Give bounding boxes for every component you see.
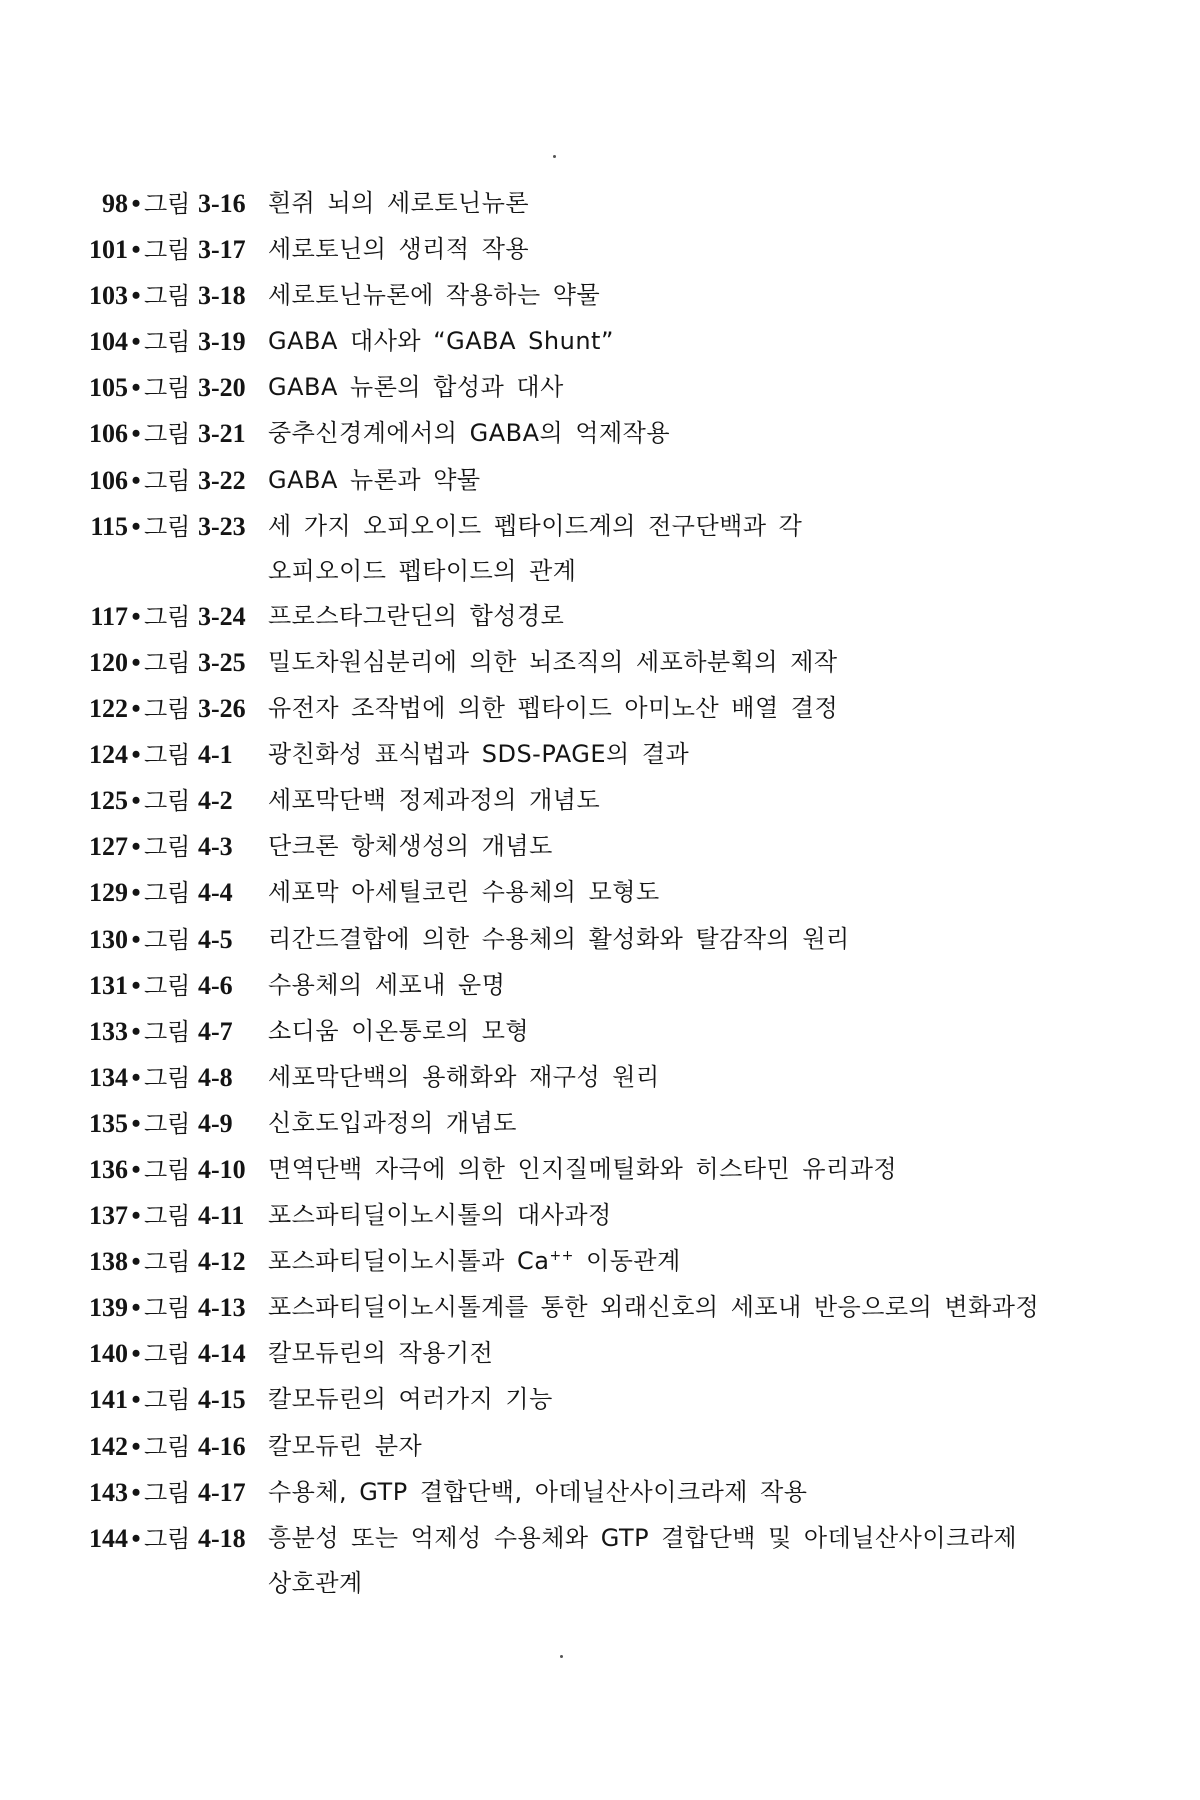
caption-text: 포스파티딜이노시톨의 대사과정 [268, 1201, 612, 1230]
list-item [82, 686, 1182, 732]
bullet-icon: • [131, 327, 141, 357]
figure-caption [268, 1470, 1182, 1515]
figure-caption [268, 411, 1182, 456]
figure-reference [82, 1516, 268, 1562]
bullet-icon: • [131, 1293, 141, 1323]
caption-text: 단크론 항체생성의 개념도 [268, 832, 553, 861]
page-number: 139 [89, 1293, 128, 1323]
figure-reference [82, 594, 268, 640]
bullet-icon: • [131, 832, 141, 862]
figure-caption [268, 1285, 1182, 1330]
caption-text: 유전자 조작법에 의한 펩타이드 아미노산 배열 결정 [268, 694, 839, 723]
page-number: 137 [89, 1201, 128, 1231]
caption-text: 세로토닌의 생리적 작용 [268, 235, 530, 264]
figure-number: 4-9 [198, 1108, 233, 1138]
figure-label: 그림 [144, 925, 191, 954]
figure-number: 3-22 [198, 465, 246, 495]
figure-caption [268, 504, 1182, 594]
bullet-icon: • [131, 1108, 141, 1138]
page-number: 115 [90, 511, 128, 541]
page-number: 133 [89, 1016, 128, 1046]
bullet-icon: • [131, 1154, 141, 1184]
bullet-icon: • [131, 1201, 141, 1231]
figure-caption [268, 1516, 1182, 1606]
caption-text-after: 이동관계 [573, 1247, 681, 1276]
caption-text: 프로스타그란딘의 합성경로 [268, 601, 565, 630]
caption-text: 소디움 이온통로의 모형 [268, 1016, 530, 1045]
figure-number: 3-18 [198, 281, 246, 311]
bullet-icon: • [131, 1247, 141, 1277]
list-item [82, 870, 1182, 916]
figure-caption [268, 1055, 1182, 1100]
figure-caption [268, 319, 1182, 364]
figure-reference [82, 504, 268, 550]
figure-label: 그림 [144, 1294, 191, 1323]
figure-number: 4-3 [198, 832, 233, 862]
figure-number: 4-13 [198, 1293, 246, 1323]
bullet-icon: • [131, 235, 141, 265]
list-item [82, 963, 1182, 1009]
list-item [82, 458, 1182, 504]
figure-number: 4-16 [198, 1431, 246, 1461]
caption-text: 세포막 아세틸코린 수용체의 모형도 [268, 878, 660, 907]
bullet-icon: • [131, 1339, 141, 1369]
figure-caption [268, 778, 1182, 823]
figure-reference [82, 1193, 268, 1239]
caption-text: 리간드결합에 의한 수용체의 활성화와 탈감작의 원리 [268, 924, 850, 953]
figure-number: 4-15 [198, 1385, 246, 1415]
scan-speck-top [553, 155, 556, 158]
list-item [82, 411, 1182, 457]
list-item [82, 732, 1182, 778]
figure-label: 그림 [144, 695, 191, 724]
figure-number: 4-11 [198, 1201, 245, 1231]
figure-number: 4-2 [198, 786, 233, 816]
bullet-icon: • [131, 511, 141, 541]
bullet-icon: • [131, 601, 141, 631]
figure-reference [82, 778, 268, 824]
caption-text: GABA 뉴론의 합성과 대사 [268, 373, 564, 402]
list-item [82, 778, 1182, 824]
figure-label: 그림 [144, 374, 191, 403]
caption-text: 포스파티딜이노시톨계를 통한 외래신호의 세포내 반응으로의 변화과정 [268, 1293, 1040, 1322]
bullet-icon: • [131, 647, 141, 677]
figure-caption [268, 1424, 1182, 1469]
figure-label: 그림 [144, 602, 191, 631]
caption-text: 칼모듀린의 여러가지 기능 [268, 1385, 553, 1414]
figure-reference [82, 1424, 268, 1470]
figure-caption [268, 1101, 1182, 1146]
caption-text: 수용체, GTP 결합단백, 아데닐산사이크라제 작용 [268, 1477, 808, 1506]
figure-number: 3-20 [198, 373, 246, 403]
caption-text: 흰쥐 뇌의 세로토닌뉴론 [268, 189, 530, 217]
page-number: 106 [89, 465, 128, 495]
list-item [82, 1516, 1182, 1606]
list-item [82, 640, 1182, 686]
figure-label: 그림 [144, 282, 191, 311]
figure-reference [82, 1055, 268, 1101]
figure-caption [268, 870, 1182, 915]
list-item [82, 319, 1182, 365]
page-number: 129 [89, 878, 128, 908]
figure-reference [82, 1377, 268, 1423]
figure-reference [82, 1470, 268, 1516]
list-item [82, 1101, 1182, 1147]
bullet-icon: • [131, 419, 141, 449]
figure-number: 4-12 [198, 1247, 246, 1277]
page-number: 106 [89, 419, 128, 449]
figure-label: 그림 [144, 833, 191, 862]
figure-number: 3-19 [198, 327, 246, 357]
bullet-icon: • [131, 694, 141, 724]
figure-number: 4-1 [198, 740, 233, 770]
figure-reference [82, 1009, 268, 1055]
figure-reference [82, 411, 268, 457]
bullet-icon: • [131, 1016, 141, 1046]
page-number: 105 [89, 373, 128, 403]
page-number: 140 [89, 1339, 128, 1369]
page-number: 98 [102, 189, 128, 218]
page-number: 125 [89, 786, 128, 816]
caption-text: 광친화성 표식법과 SDS-PAGE의 결과 [268, 740, 690, 769]
list-item [82, 1147, 1182, 1193]
figure-label: 그림 [144, 466, 191, 495]
caption-text: GABA 뉴론과 약물 [268, 465, 481, 494]
bullet-icon: • [131, 970, 141, 1000]
caption-text: 세포막단백 정제과정의 개념도 [268, 786, 601, 815]
bullet-icon: • [131, 373, 141, 403]
caption-text: 흥분성 또는 억제성 수용체와 GTP 결합단백 및 아데닐산사이크라제 [268, 1523, 1018, 1552]
bullet-icon: • [131, 465, 141, 495]
page-number: 143 [89, 1477, 128, 1507]
figure-reference [82, 1147, 268, 1193]
figure-caption [268, 1377, 1182, 1422]
figure-reference [82, 824, 268, 870]
bullet-icon: • [131, 740, 141, 770]
figure-number: 4-8 [198, 1062, 233, 1092]
figure-caption [268, 594, 1182, 639]
figure-reference [82, 870, 268, 916]
figure-label: 그림 [144, 1432, 191, 1461]
figure-number: 3-26 [198, 694, 246, 724]
list-item [82, 1193, 1182, 1239]
list-item [82, 1239, 1182, 1285]
caption-continuation: 상호관계 [268, 1568, 363, 1597]
figure-caption [268, 1193, 1182, 1238]
figure-number: 3-16 [198, 189, 246, 218]
list-item [82, 273, 1182, 319]
figure-number: 4-7 [198, 1016, 233, 1046]
figure-label: 그림 [144, 1340, 191, 1369]
figure-caption [268, 963, 1182, 1008]
page-number: 136 [89, 1154, 128, 1184]
figure-number: 3-21 [198, 419, 246, 449]
list-item [82, 365, 1182, 411]
caption-text: 면역단백 자극에 의한 인지질메틸화와 히스타민 유리과정 [268, 1154, 898, 1183]
bullet-icon: • [131, 189, 141, 218]
figure-list [82, 181, 1182, 1606]
figure-label: 그림 [144, 1109, 191, 1138]
page-number: 120 [89, 647, 128, 677]
list-item [82, 917, 1182, 963]
caption-continuation: 오피오이드 펩타이드의 관계 [268, 556, 577, 585]
figure-caption [268, 1147, 1182, 1192]
scan-speck-bottom [560, 1655, 563, 1658]
figure-label: 그림 [144, 971, 191, 1000]
caption-text: 포스파티딜이노시톨과 Ca [268, 1247, 550, 1276]
bullet-icon: • [131, 281, 141, 311]
figure-reference [82, 1239, 268, 1285]
figure-caption [268, 365, 1182, 410]
list-item [82, 1424, 1182, 1470]
figure-reference [82, 732, 268, 778]
figure-reference [82, 1101, 268, 1147]
figure-label: 그림 [144, 1478, 191, 1507]
figure-reference [82, 273, 268, 319]
bullet-icon: • [131, 1477, 141, 1507]
figure-label: 그림 [144, 787, 191, 816]
figure-label: 그림 [144, 1524, 191, 1553]
figure-caption [268, 227, 1182, 272]
list-item [82, 824, 1182, 870]
list-item [82, 1331, 1182, 1377]
figure-label: 그림 [144, 512, 191, 541]
figure-caption [268, 458, 1182, 503]
caption-text: 칼모듀린의 작용기전 [268, 1339, 494, 1368]
caption-text: 세로토닌뉴론에 작용하는 약물 [268, 281, 601, 310]
page-number: 144 [89, 1523, 128, 1553]
figure-label: 그림 [144, 1386, 191, 1415]
figure-label: 그림 [144, 1202, 191, 1231]
figure-reference [82, 640, 268, 686]
bullet-icon: • [131, 878, 141, 908]
figure-caption [268, 640, 1182, 685]
figure-label: 그림 [144, 879, 191, 908]
figure-reference [82, 917, 268, 963]
caption-superscript: ++ [549, 1248, 574, 1265]
figure-label: 그림 [144, 1155, 191, 1184]
figure-caption [268, 273, 1182, 318]
bullet-icon: • [131, 924, 141, 954]
figure-caption [268, 732, 1182, 777]
list-item [82, 1009, 1182, 1055]
page-number: 101 [89, 235, 128, 265]
figure-label: 그림 [144, 328, 191, 357]
bullet-icon: • [131, 1431, 141, 1461]
figure-number: 4-14 [198, 1339, 246, 1369]
caption-text: 신호도입과정의 개념도 [268, 1108, 517, 1137]
list-item [82, 227, 1182, 273]
figure-label: 그림 [144, 1017, 191, 1046]
figure-number: 3-23 [198, 511, 246, 541]
page-number: 127 [89, 832, 128, 862]
list-item [82, 504, 1182, 594]
page-number: 141 [89, 1385, 128, 1415]
page-number: 142 [89, 1431, 128, 1461]
page-number: 131 [89, 970, 128, 1000]
list-item [82, 181, 1182, 227]
figure-number: 4-6 [198, 970, 233, 1000]
figure-label: 그림 [144, 190, 191, 218]
figure-caption [268, 1239, 1182, 1284]
figure-caption [268, 1331, 1182, 1376]
figure-number: 3-25 [198, 647, 246, 677]
figure-number: 4-4 [198, 878, 233, 908]
list-item [82, 1285, 1182, 1331]
page-number: 130 [89, 924, 128, 954]
figure-label: 그림 [144, 236, 191, 265]
figure-label: 그림 [144, 741, 191, 770]
figure-label: 그림 [144, 1063, 191, 1092]
figure-caption [268, 917, 1182, 962]
page-number: 138 [89, 1247, 128, 1277]
figure-number: 4-18 [198, 1523, 246, 1553]
page-number: 104 [89, 327, 128, 357]
bullet-icon: • [131, 786, 141, 816]
figure-caption [268, 181, 1182, 226]
figure-reference [82, 1285, 268, 1331]
figure-number: 3-17 [198, 235, 246, 265]
bullet-icon: • [131, 1062, 141, 1092]
figure-reference [82, 963, 268, 1009]
page-number: 134 [89, 1062, 128, 1092]
figure-caption [268, 1009, 1182, 1054]
figure-caption [268, 686, 1182, 731]
figure-number: 4-17 [198, 1477, 246, 1507]
figure-number: 4-10 [198, 1154, 246, 1184]
figure-reference [82, 458, 268, 504]
figure-reference [82, 686, 268, 732]
figure-reference [82, 1331, 268, 1377]
list-item [82, 1470, 1182, 1516]
figure-caption [268, 824, 1182, 869]
page-number: 103 [89, 281, 128, 311]
bullet-icon: • [131, 1385, 141, 1415]
page-number: 122 [89, 694, 128, 724]
caption-text: 중추신경계에서의 GABA의 억제작용 [268, 419, 671, 448]
page-number: 135 [89, 1108, 128, 1138]
page-number: 117 [90, 601, 128, 631]
bullet-icon: • [131, 1523, 141, 1553]
figure-number: 4-5 [198, 924, 233, 954]
caption-text: 세포막단백의 용해화와 재구성 원리 [268, 1062, 660, 1091]
figure-label: 그림 [144, 420, 191, 449]
page-number: 124 [89, 740, 128, 770]
figure-reference [82, 319, 268, 365]
figure-number: 3-24 [198, 601, 246, 631]
caption-text: 밀도차원심분리에 의한 뇌조직의 세포하분획의 제작 [268, 647, 838, 676]
list-item [82, 1377, 1182, 1423]
figure-reference [82, 181, 268, 227]
figure-label: 그림 [144, 1248, 191, 1277]
caption-text: GABA 대사와 “GABA Shunt” [268, 327, 614, 356]
figure-reference [82, 227, 268, 273]
caption-text: 세 가지 오피오이드 펩타이드계의 전구단백과 각 [268, 511, 803, 540]
figure-label: 그림 [144, 648, 191, 677]
list-item [82, 1055, 1182, 1101]
caption-text: 수용체의 세포내 운명 [268, 970, 506, 999]
list-item [82, 594, 1182, 640]
caption-text: 칼모듀린 분자 [268, 1431, 423, 1460]
figure-reference [82, 365, 268, 411]
